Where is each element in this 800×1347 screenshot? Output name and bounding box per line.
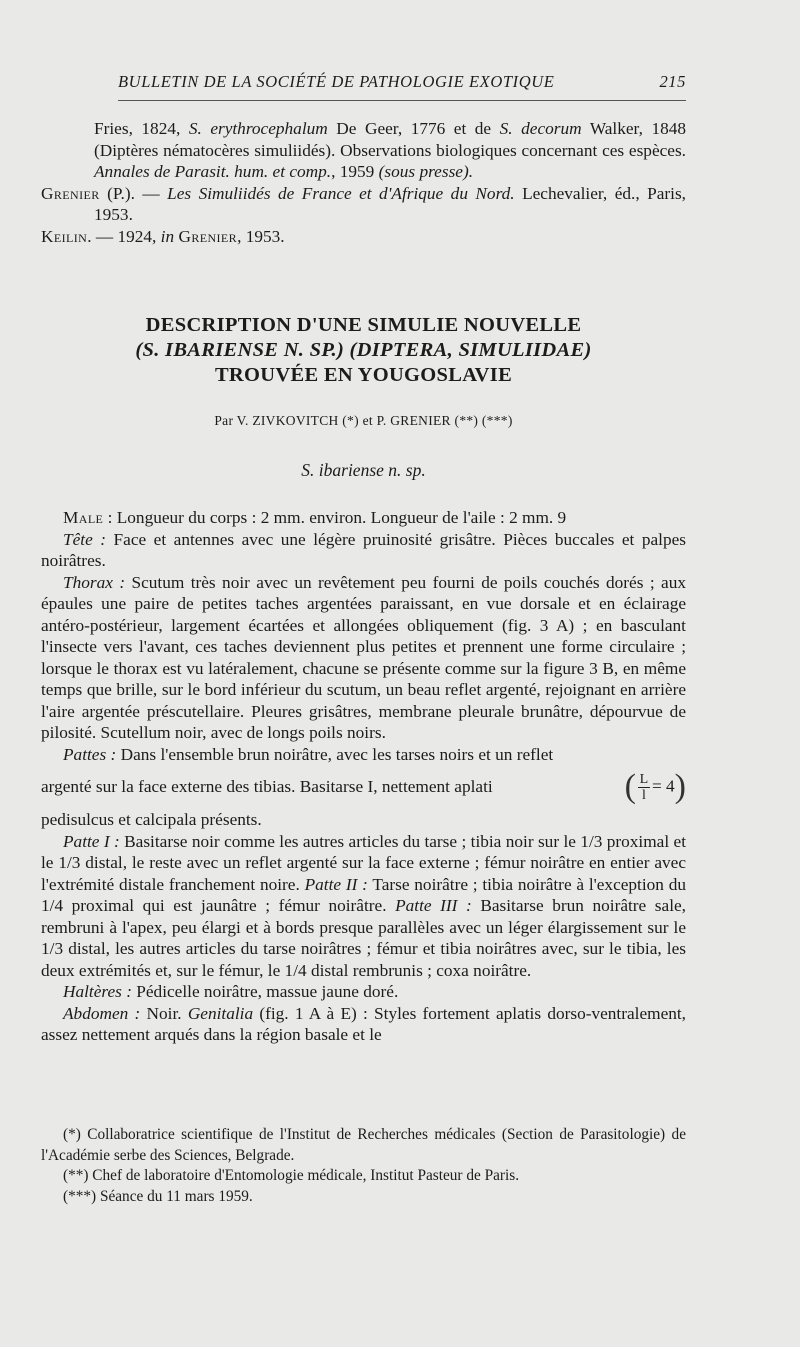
title-line-2: (S. IBARIENSE N. SP.) (DIPTERA, SIMULIIDAE): [135, 339, 592, 361]
article-title: [41, 313, 686, 388]
paragraph-halteres: Haltères : Pédicelle noirâtre, massue jaune doré.: [63, 982, 399, 1001]
references: [41, 118, 686, 247]
reference-2: Grenier (P.). — Les Simuliidés de France et d'Afrique du Nord. Lechevalier, éd., Paris, 1953.: [41, 183, 686, 224]
article-authors: Par V. ZIVKOVITCH (*) et P. GRENIER (**) (***): [214, 413, 513, 428]
footnote-3: (***) Séance du 11 mars 1959.: [63, 1187, 253, 1205]
running-header: [118, 72, 686, 92]
paragraph-thorax: Thorax : Scutum très noir avec un revêtement peu fourni de poils couchés dorés ; aux épaules une paire de petites taches argentées paraissant, en vue dorsale et en éclairage antéro-postérieur, largement écartées et allongées obliquement (fig. 3 A) ; en basculant l'insecte vers l'avant, ces taches deviennent plus petites et prennent une forme circulaire ; lorsque le thorax est vu latéralement, chacune se présente comme sur la figure 3 B, en même temps que brille, sur le bord inférieur du scutum, un beau reflet argenté, rejoignant en arrière l'aire argentée préscutellaire. Pleures grisâtres, membrane pleurale brunâtre, dépourvue de pilosité. Scutellum noir, avec de longs poils noirs.: [41, 572, 686, 742]
running-title: BULLETIN DE LA SOCIÉTÉ DE PATHOLOGIE EXOTIQUE: [118, 72, 555, 91]
header-rule: [118, 100, 686, 101]
article-body: [41, 507, 686, 1046]
title-line-1: DESCRIPTION D'UNE SIMULIE NOUVELLE: [145, 314, 582, 336]
reference-1: Fries, 1824, S. erythrocephalum De Geer, 1776 et de S. decorum Walker, 1848 (Diptères nématocères simuliidés). Observations biologiques concernant ces espèces. Annales de Parasit. hum. et comp., 1959 (sous presse).: [94, 119, 687, 181]
footnotes: [41, 1125, 686, 1207]
title-line-3: TROUVÉE EN YOUGOSLAVIE: [214, 364, 513, 386]
ratio-formula: ( $\frac{L}{l}$ = 4): [624, 768, 686, 805]
footnote-1: (*) Collaboratrice scientifique de l'Institut de Recherches médicales (Section de Parasitologie) de l'Académie serbe des Sciences, Belgrade.: [41, 1126, 686, 1164]
page-number: 215: [659, 72, 686, 91]
paragraph-pattes-end: pedisulcus et calcipala présents.: [41, 810, 262, 829]
species-heading: S. ibariense n. sp.: [301, 460, 426, 480]
pattes-formula-line: argenté sur la face externe des tibias. Basitarse I, nettement aplati ( $\frac{L}{l}$ = 4): [41, 768, 686, 805]
footnote-2: (**) Chef de laboratoire d'Entomologie médicale, Institut Pasteur de Paris.: [63, 1167, 520, 1184]
paragraph-male: Male : Longueur du corps : 2 mm. environ. Longueur de l'aile : 2 mm. 9: [63, 508, 567, 527]
paragraph-patte-i: Patte I : Basitarse noir comme les autres articles du tarse ; tibia noir sur le 1/3 proximal et le 1/3 distal, le reste avec un reflet argenté sur la face externe ; fémur noirâtre en entier avec l'extrémité distale franchement noire. Patte II : Tarse noirâtre ; tibia noirâtre à l'exception du 1/4 proximal qui est jaunâtre ; fémur noirâtre. Patte III : Basitarse brun noirâtre sale, rembruni à l'apex, peu élargi et à bords presque parallèles avec un léger élargissement sur le 1/3 distal, les autres articles du tarse noirâtres ; fémur et tibia noirâtres avec, sur le tibia, les deux extrémités et, sur le fémur, le 1/4 distal rembrunis ; coxa noirâtre.: [41, 831, 687, 980]
paragraph-abdomen: Abdomen : Noir. Genitalia (fig. 1 A à E) : Styles fortement aplatis dorso-ventralement, assez nettement arqués dans la région basale et le: [41, 1003, 686, 1044]
paragraph-tete: Tête : Face et antennes avec une légère pruinosité grisâtre. Pièces buccales et palpes noirâtres.: [41, 529, 687, 570]
paragraph-pattes: Pattes : Dans l'ensemble brun noirâtre, avec les tarses noirs et un reflet: [63, 744, 554, 764]
reference-3: Keilin. — 1924, in Grenier, 1953.: [41, 226, 285, 246]
